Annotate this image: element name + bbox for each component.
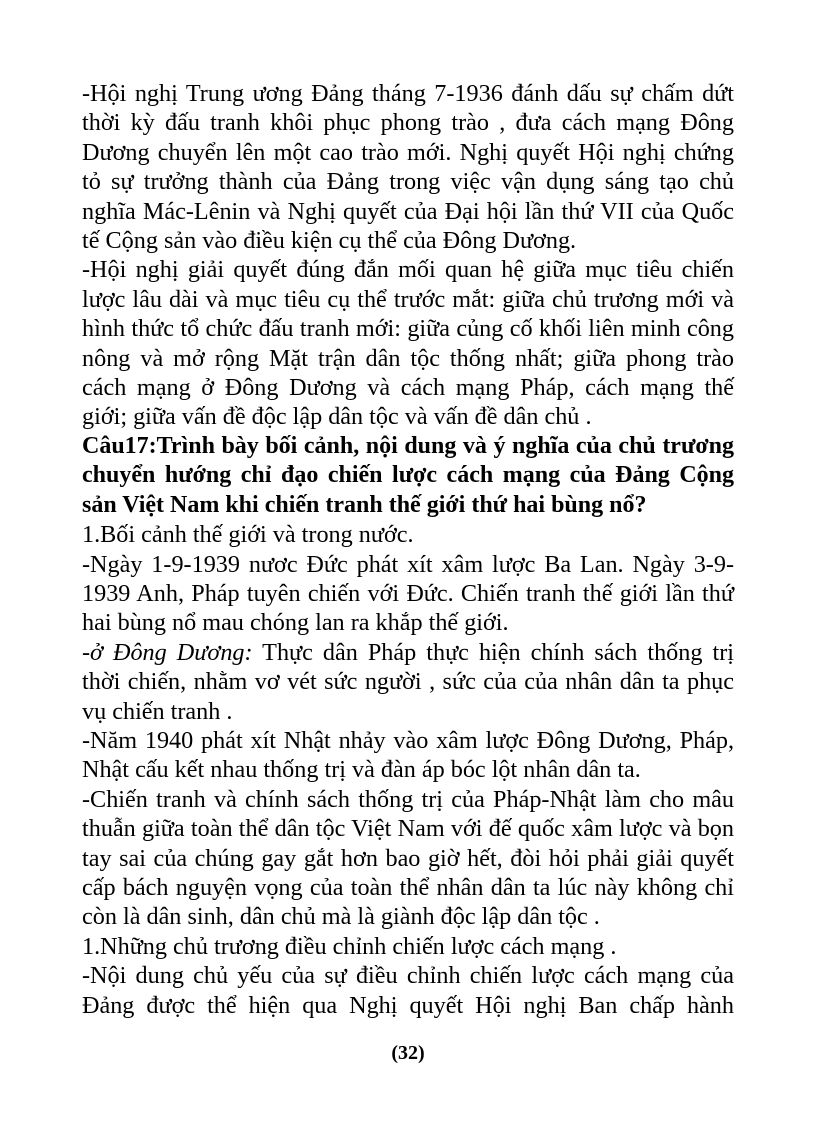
page-number: (32) [391, 1042, 425, 1064]
paragraph-moi-quan-he: -Hội nghị giải quyết đúng đắn mối quan hệ giữa mục tiêu chiến lược lâu dài và mục tiêu cụ thể trước mắt: giữa chủ trương mới và hình thức tổ chức đấu tranh mới: giữa củng cố khối liên minh công nông và mở rộng Mặt trận dân tộc thống nhất; giữa phong trào cách mạng ở Đông Dương và cách mạng Pháp, cách mạng thế giới; giữa vấn đề độc lập dân tộc và vấn đề dân chủ . [82, 256, 734, 431]
paragraph-ngay-1-9-1939: -Ngày 1-9-1939 nươc Đức phát xít xâm lược Ba Lan. Ngày 3-9-1939 Anh, Pháp tuyên chiến với Đức. Chiến tranh thế giới lần thứ hai bùng nổ mau chóng lan ra khắp thế giới. [82, 550, 734, 637]
paragraph-nam-1940: -Năm 1940 phát xít Nhật nhảy vào xâm lược Đông Dương, Pháp, Nhật cấu kết nhau thống trị và đàn áp bóc lột nhân dân ta. [82, 726, 734, 784]
paragraph-dong-duong [82, 638, 734, 726]
section-2-title: 1.Những chủ trương điều chỉnh chiến lược cách mạng . [82, 932, 617, 960]
document-page [82, 79, 734, 1020]
paragraph-noi-dung-chu-yeu: -Nội dung chủ yếu của sự điều chỉnh chiến lược cách mạng của Đảng được thể hiện qua Nghị quyết Hội nghị Ban chấp hành [82, 962, 734, 1019]
dong-duong-rest: Thực dân Pháp thực hiện chính sách thống trị thời chiến, nhằm vơ vét sức người , sức của của nhân dân ta phục vụ chiến tranh . [82, 638, 734, 725]
question-17-heading: Câu17:Trình bày bối cảnh, nội dung và ý nghĩa của chủ trương chuyển hướng chỉ đạo chiến lược cách mạng của Đảng Cộng sản Việt Nam khi chiến tranh thế giới thứ hai bùng nổ? [82, 432, 734, 518]
section-1-title: 1.Bối cảnh thế giới và trong nước. [82, 521, 414, 549]
paragraph-chien-tranh-chinh-sach: -Chiến tranh và chính sách thống trị của Pháp-Nhật làm cho mâu thuẫn giữa toàn thể dân tộc Việt Nam với đế quốc xâm lược và bọn tay sai của chúng gay gắt hơn bao giờ hết, đòi hỏi phải giải quyết cấp bách nguyện vọng của toàn thể nhân dân ta lúc này không chỉ còn là dân sinh, dân chủ mà là giành độc lập dân tộc . [82, 785, 734, 931]
paragraph-hoi-nghi-7-1936: -Hội nghị Trung ương Đảng tháng 7-1936 đánh dấu sự chấm dứt thời kỳ đấu tranh khôi phục phong trào , đưa cách mạng Đông Dương chuyển lên một cao trào mới. Nghị quyết Hội nghị chứng tỏ sự trưởng thành của Đảng trong việc vận dụng sáng tạo chủ nghĩa Mác-Lênin và Nghị quyết của Đại hội lần thứ VII của Quốc tế Cộng sản vào điều kiện cụ thể của Đông Dương. [82, 80, 734, 255]
dong-duong-lead: -ở Đông Dương: [82, 638, 253, 666]
